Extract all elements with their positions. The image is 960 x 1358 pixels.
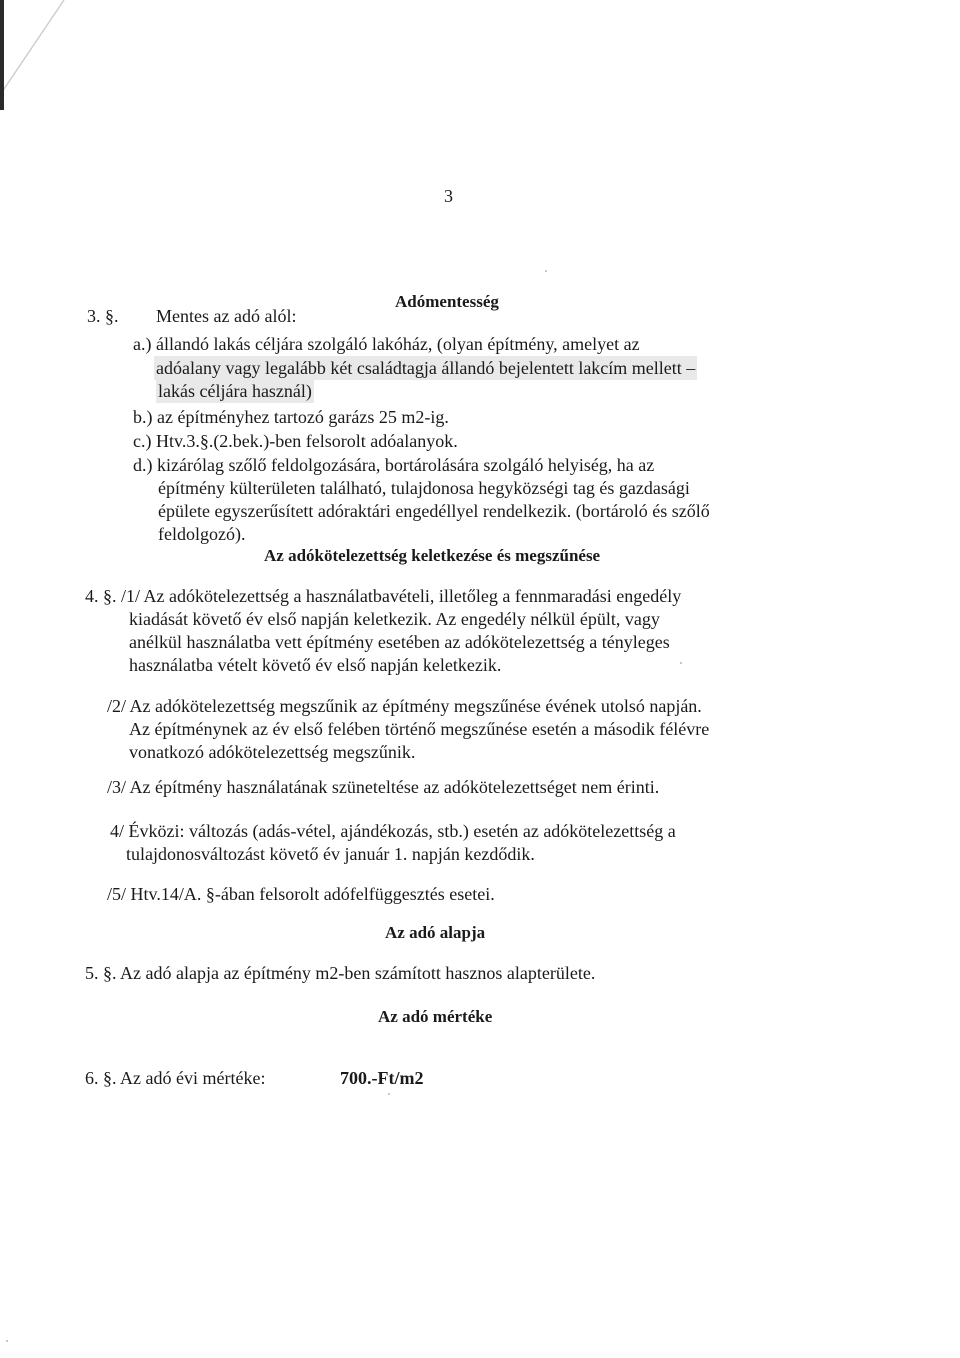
section-heading-tax-rate: Az adó mértéke	[378, 1007, 493, 1026]
liability-para-4-line: 4/ Évközi: változás (adás-vétel, ajándékozás, stb.) esetén az adókötelezettség a	[110, 821, 676, 841]
liability-para-5: /5/ Htv.14/A. §-ában felsorolt adófelfüggesztés esetei.	[107, 884, 495, 904]
exemption-item-a-line: adóalany vagy legalább két családtagja állandó bejelentett lakcím mellett –	[156, 358, 696, 378]
liability-para-2-line: /2/ Az adókötelezettség megszűnik az építmény megszűnése évének utolsó napján.	[107, 696, 702, 716]
paragraph-number: 3. §.	[87, 306, 119, 326]
section-heading-liability: Az adókötelezettség keletkezése és megszűnése	[264, 546, 601, 565]
exemption-item-d-line: építmény külterületen található, tulajdonosa hegyközségi tag és gazdasági	[158, 478, 690, 498]
tax-rate-label: 6. §. Az adó évi mértéke:	[85, 1068, 266, 1088]
exemption-item-d-line: épülete egyszerűsített adóraktári engedéllyel rendelkezik. (bortároló és szőlő	[158, 501, 710, 521]
section-heading-tax-base: Az adó alapja	[385, 923, 486, 942]
liability-para-1-line: kiadását követő év első napján keletkezik. Az engedély nélkül épült, vagy	[129, 609, 660, 629]
section-heading-exemption: Adómentesség	[395, 292, 499, 311]
exemption-item-a-line: lakás céljára használ)	[158, 381, 312, 401]
exemption-item-d-line: d.) kizárólag szőlő feldolgozására, bortárolására szolgáló helyiség, ha az	[133, 455, 655, 475]
liability-para-1-line: használatba vételt követő év első napján keletkezik.	[129, 655, 502, 675]
scan-speck	[680, 662, 682, 664]
tax-base-text: 5. §. Az adó alapja az építmény m2-ben számított hasznos alapterülete.	[85, 963, 596, 983]
exemption-item-a-line: a.) állandó lakás céljára szolgáló lakóház, (olyan építmény, amelyet az	[133, 334, 640, 354]
liability-para-2-line: Az építménynek az év első felében történő megszűnése esetén a második félévre	[129, 719, 710, 739]
scan-speck	[6, 1340, 8, 1342]
scan-speck	[388, 1093, 390, 1095]
exemption-intro: Mentes az adó alól:	[156, 306, 297, 326]
tax-rate-value: 700.-Ft/m2	[340, 1068, 424, 1088]
scan-speck	[545, 270, 547, 272]
exemption-item-b: b.) az építményhez tartozó garázs 25 m2-ig.	[133, 407, 449, 427]
liability-para-1-line: 4. §. /1/ Az adókötelezettség a használatbavételi, illetőleg a fennmaradási engedély	[85, 586, 682, 606]
exemption-item-c: c.) Htv.3.§.(2.bek.)-ben felsorolt adóalanyok.	[133, 431, 458, 451]
liability-para-1-line: anélkül használatba vett építmény esetében az adókötelezettség a tényleges	[129, 632, 670, 652]
scan-corner-mark	[0, 0, 80, 110]
page-number: 3	[444, 186, 453, 206]
exemption-item-d-line: feldolgozó).	[158, 524, 246, 544]
liability-para-3: /3/ Az építmény használatának szüneteltése az adókötelezettséget nem érinti.	[107, 777, 660, 797]
liability-para-4-line: tulajdonosváltozást követő év január 1. napján kezdődik.	[126, 844, 535, 864]
liability-para-2-line: vonatkozó adókötelezettség megszűnik.	[129, 742, 416, 762]
